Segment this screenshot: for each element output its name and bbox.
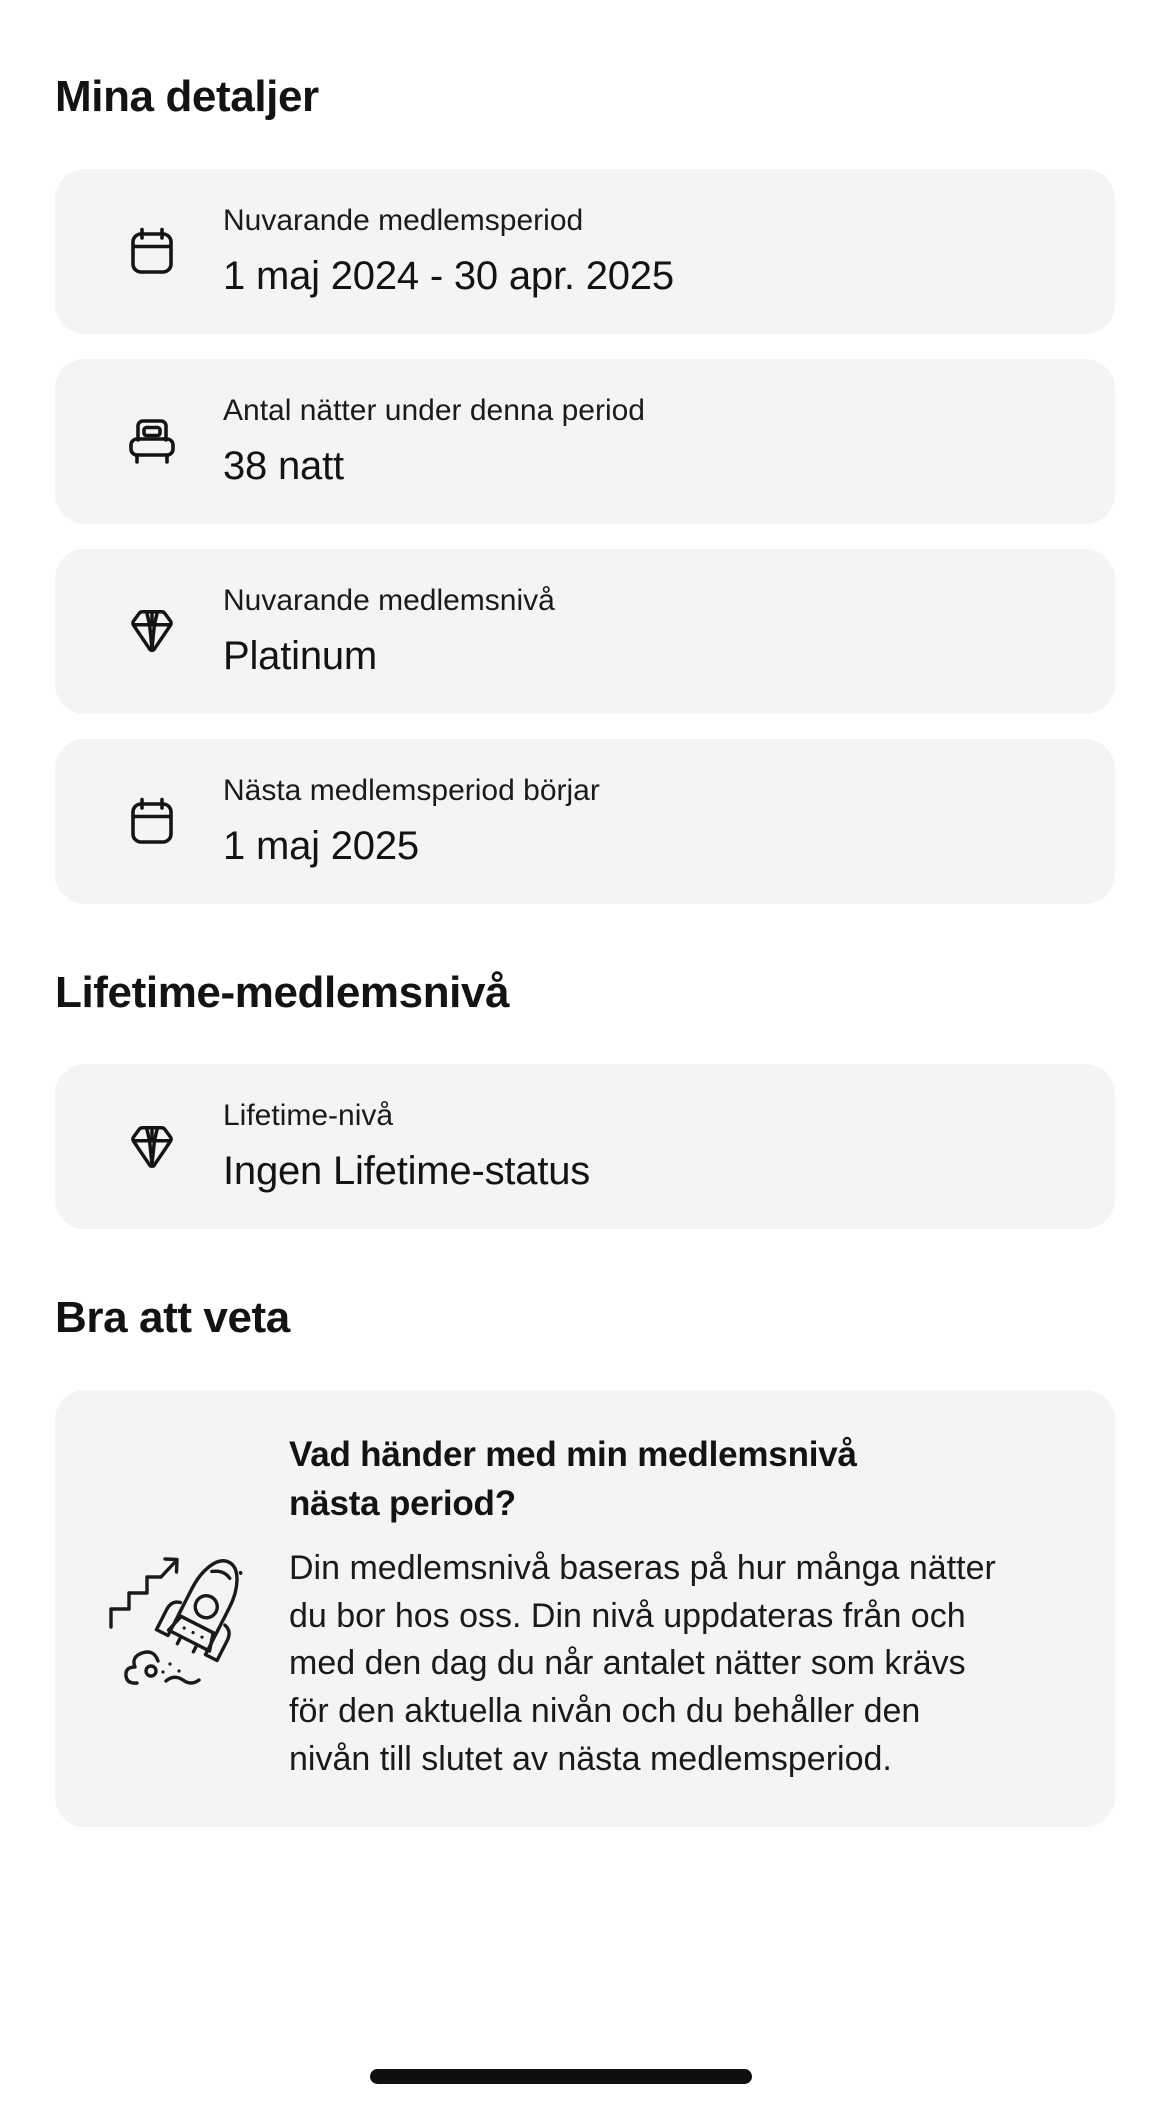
card-value: 38 natt <box>223 443 344 488</box>
rocket-growth-icon <box>103 1521 255 1691</box>
card-lifetime-level <box>55 1064 1115 1229</box>
card-current-level <box>55 549 1115 714</box>
card-nights <box>55 359 1115 524</box>
card-texts <box>223 773 600 870</box>
card-level-info <box>55 1390 1115 1827</box>
card-texts <box>223 393 645 490</box>
card-label: Nuvarande medlemsnivå <box>223 583 555 617</box>
card-texts <box>223 583 555 680</box>
card-texts <box>223 1098 590 1195</box>
calendar-icon <box>121 793 183 849</box>
card-value: 1 maj 2024 - 30 apr. 2025 <box>223 253 674 298</box>
diamond-icon <box>121 1120 183 1174</box>
home-indicator[interactable] <box>370 2069 752 2084</box>
card-label: Lifetime-nivå <box>223 1099 394 1133</box>
card-value: 1 maj 2025 <box>223 823 419 868</box>
section-title-lifetime: Lifetime-medlemsnivå <box>55 967 510 1017</box>
card-label: Nuvarande medlemsperiod <box>223 203 584 237</box>
calendar-icon <box>121 223 183 279</box>
card-value: Platinum <box>223 633 378 678</box>
section-title-good-to-know: Bra att veta <box>55 1293 290 1343</box>
card-label: Nästa medlemsperiod börjar <box>223 773 600 807</box>
card-texts <box>223 203 674 300</box>
page-content <box>0 72 1170 1827</box>
card-label: Antal nätter under denna period <box>223 393 645 427</box>
bed-icon <box>121 413 183 469</box>
card-value: Ingen Lifetime-status <box>223 1149 591 1194</box>
card-next-period <box>55 739 1115 904</box>
info-card-texts <box>289 1430 1060 1783</box>
info-card-title: Vad händer med min medlemsnivå nästa period? <box>289 1434 857 1524</box>
info-card-body: Din medlemsnivå baseras på hur många nätter du bor hos oss. Din nivå uppdateras från och med den dag du når antalet nätter som krävs för den aktuella nivån och du behåller den nivån till slutet av nästa medlemsperiod. <box>289 1549 996 1778</box>
section-title-my-details: Mina detaljer <box>55 72 319 121</box>
diamond-icon <box>121 604 183 658</box>
membership-details-screen <box>0 72 1170 2108</box>
card-current-period <box>55 169 1115 334</box>
